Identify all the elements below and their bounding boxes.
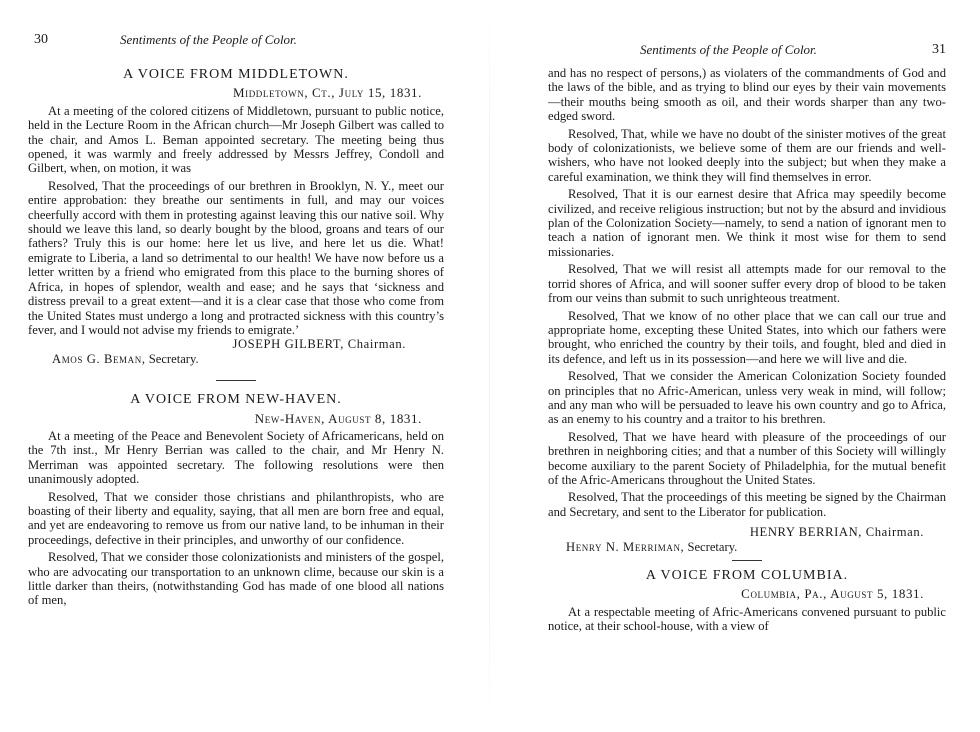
page-gutter [489, 0, 490, 732]
section-divider [732, 560, 762, 561]
resolution-paragraph: Resolved, That we have heard with pleasure of the proceedings of our brethren in neighboring cities; and that a number of this Society will willingly become auxiliary to the parent Society of Philadelphia, for the mutual benefit of the Afric-Americans throughout the United States. [548, 429, 946, 487]
secretary-title: Secretary. [148, 351, 199, 366]
section-heading-columbia: A VOICE FROM COLUMBIA. [645, 568, 849, 583]
secretary-signature [52, 352, 444, 366]
section-heading-middletown: A VOICE FROM MIDDLETOWN. [123, 67, 349, 82]
paragraph-middletown-intro: At a meeting of the colored citizens of Middletown, pursuant to public notice, held in the Lecture Room in the African church—Mr Joseph Gilbert was called to the chair, and Amos L. Beman appointed secretary. The meeting being thus opened, it was warmly and freely addressed by Messrs Jeffrey, Condoll and Gilbert, when, on motion, it was [28, 103, 444, 176]
page-number: 30 [34, 32, 48, 47]
paragraph-newhaven-resolution-1: Resolved, That we consider those christians and philanthropists, who are boasting of their liberty and equality, saying, that all men are born free and equal, and yet are endeavoring to remove us from our native land, to be inhuman in their proceedings, defective in their principles, and unworthy of our confidence. [28, 489, 444, 547]
page-number: 31 [932, 42, 946, 57]
secretary-signature [566, 540, 946, 554]
section-divider [216, 380, 256, 381]
paragraph-columbia-intro: At a respectable meeting of Afric-Americans convened pursuant to public notice, at their school-house, with a view of [548, 604, 946, 634]
resolution-paragraph: Resolved, That we will resist all attempts made for our removal to the torrid shores of Africa, and will sooner suffer every drop of blood to be taken from our veins than submit to such unrighteous treatment. [548, 262, 946, 306]
right-page-content [548, 66, 946, 634]
paragraph-newhaven-resolution-2: Resolved, That we consider those colonizationists and ministers of the gospel, who are advocating our transportation to an unknown clime, because our skin is a little darker than theirs, (notwithstanding God has made of one blood all nations of men, [28, 550, 444, 608]
resolution-paragraph: Resolved, That we consider the American Colonization Society founded on principles that no Afric-American, unless very weak in mind, will follow; and any man who will be persuaded to leave his own country and go to Africa, as an enemy to his country and a traitor to his brethren. [548, 369, 946, 427]
dateline-middletown: Middletown, Ct., July 15, 1831. [232, 85, 422, 101]
right-running-head [548, 42, 946, 60]
paragraph-newhaven-intro: At a meeting of the Peace and Benevolent Society of Africamericans, held on the 7th inst., Mr Henry Berrian was called to the chair, and Mr Henry N. Merriman was appointed secretary. The following resolutions were then unanimously adopted. [28, 428, 444, 487]
secretary-name: Henry N. Merriman, [566, 539, 685, 554]
section-heading-newhaven: A VOICE FROM NEW-HAVEN. [130, 392, 342, 408]
resolution-paragraph: Resolved, That it is our earnest desire that Africa may speedily become civilized, and receive religious instruction; but not by the absurd and invidious plan of the Colonization Society—namely, to send a nation of ignorant men to teach a nation of ignorant men. We think it most wise for them to send missionaries. [548, 187, 946, 259]
running-title: Sentiments of the People of Color. [640, 42, 817, 57]
resolution-paragraph: Resolved, That the proceedings of this meeting be signed by the Chairman and Secretary, and sent to the Liberator for publication. [548, 490, 946, 519]
right-page [548, 0, 946, 732]
left-page-content [28, 68, 444, 608]
running-title: Sentiments of the People of Color. [120, 32, 297, 47]
paragraph-continuation: and has no respect of persons,) as violaters of the commandments of God and the laws of the bible, and as trying to blind our eyes by their vain movements—their mouths being smooth as oil, and their words sharper than any two-edged sword. [548, 66, 946, 124]
resolution-paragraph: Resolved, That, while we have no doubt of the sinister motives of the great body of colonizationists, we believe some of them are our friends and well-wishers, who have not looked deeply into the subject; but when they make a careful examination, we think they will find themselves in error. [548, 126, 946, 184]
dateline-columbia: Columbia, Pa., August 5, 1831. [741, 586, 924, 602]
chairman-signature: HENRY BERRIAN, Chairman. [749, 525, 924, 540]
left-running-head [28, 32, 444, 50]
resolution-paragraph: Resolved, That we know of no other place that we can call our true and appropriate home, excepting these United States, into which our fathers were brought, who enriched the country by their toils, and fought, bled and died in its defence, and left us in its possession—and here we will live and die. [548, 308, 946, 366]
secretary-title: Secretary. [687, 539, 738, 554]
left-page [28, 0, 444, 732]
dateline-newhaven: New-Haven, August 8, 1831. [254, 410, 422, 426]
chairman-signature: JOSEPH GILBERT, Chairman. [232, 337, 406, 352]
paragraph-middletown-resolution: Resolved, That the proceedings of our brethren in Brooklyn, N. Y., meet our entire approbation: they breathe our sentiments in full, and may our voices cheerfully accord with them in protesting against leaving this our native soil. Why should we leave this land, so dearly bought by the blood, groans and tears of our fathers? Truly this is our home: here let us live, and here let us die. What! emigrate to Liberia, a land so detrimental to our health! We have now before us a letter written by a friend who emigrated from this place to the burning shores of Africa, in hopes of splendor, wealth and ease; and he says that ‘sickness and distress prevail to a great extent—and it is a clear case that those who come from the United States must undergo a long and protracted sickness with this country’s fever, and I would not advise my friends to emigrate.’ [28, 178, 444, 337]
secretary-name: Amos G. Beman, [52, 351, 146, 366]
